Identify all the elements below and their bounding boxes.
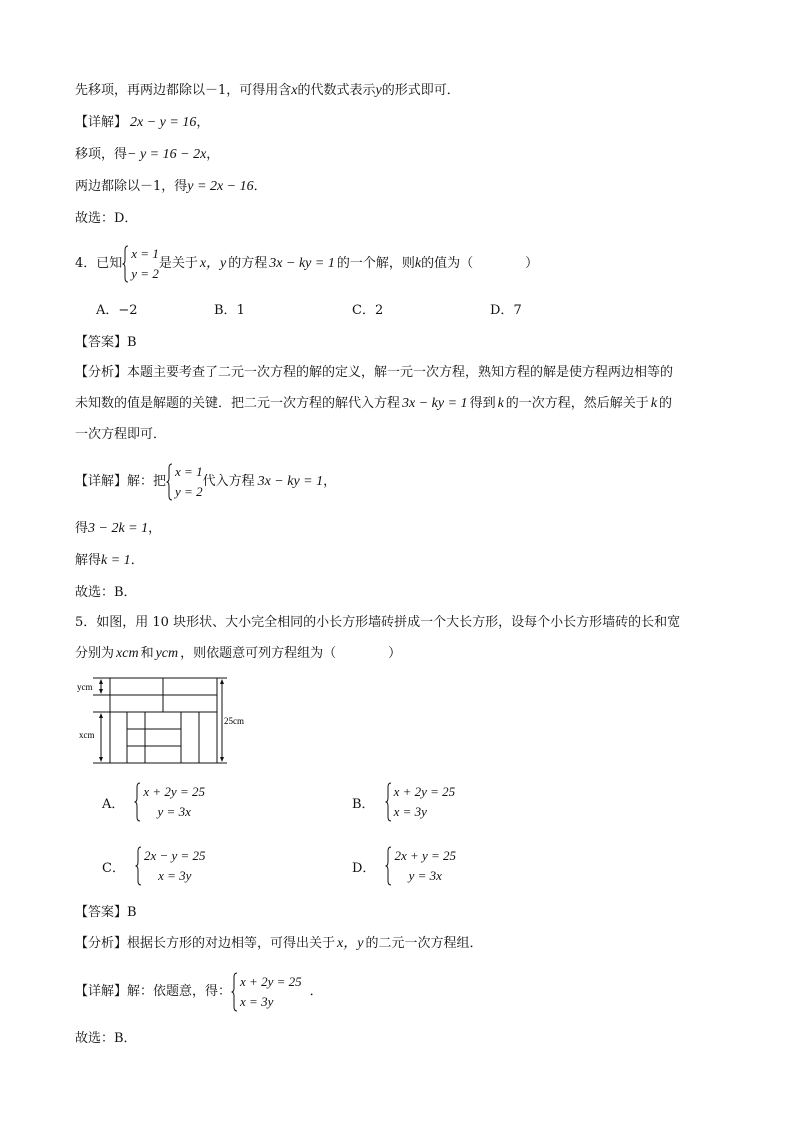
- system-eq: 2x − y = 25: [143, 848, 206, 863]
- analysis-text: 的一次方程，然后解关于: [505, 396, 649, 411]
- system-eq: y = 3x: [408, 868, 442, 883]
- stem-text: ，则依题意可列方程组为（ ）: [180, 646, 402, 661]
- brick-wall-figure: [75, 676, 245, 768]
- vars: x，y: [337, 936, 364, 951]
- option-b[interactable]: [214, 302, 245, 320]
- q4-analysis-1: [75, 364, 673, 382]
- q4-step1: [75, 520, 161, 538]
- comma: ，: [206, 147, 220, 162]
- q4-choose: 故选：B．: [75, 585, 137, 600]
- var-k: k: [497, 396, 504, 411]
- system-eq: x + 2y = 25: [143, 784, 205, 799]
- option-label: C．: [352, 303, 375, 318]
- option-c[interactable]: [352, 302, 383, 320]
- q4-step2: [75, 552, 144, 570]
- intro-text-1: 先移项，再两边都除以－1，可得用含: [75, 83, 292, 98]
- q3-detail-line: [75, 114, 209, 132]
- option-label: D．: [352, 860, 376, 876]
- system-eq: x = 1: [131, 246, 159, 261]
- label-xcm: xcm: [79, 730, 95, 740]
- equation-system: [385, 782, 456, 822]
- option-d[interactable]: [490, 302, 522, 320]
- detail-text: 代入方程: [202, 474, 255, 489]
- system-eq: x = 3y: [393, 804, 427, 819]
- stem-text: 的一个解，则: [336, 256, 415, 271]
- equation-system: [135, 846, 206, 886]
- option-label: D．: [490, 303, 514, 318]
- equation: 3x − ky = 1: [402, 396, 468, 411]
- q3-step1: [75, 146, 219, 164]
- q5-answer: 【答案】B: [75, 905, 137, 920]
- option-label: B．: [214, 303, 237, 318]
- left-brace-icon: [134, 782, 141, 822]
- step-text: 解得: [75, 553, 102, 568]
- period: ．: [309, 984, 323, 999]
- equation-system: [231, 972, 302, 1012]
- option-c[interactable]: [102, 846, 206, 886]
- analysis-text: 的: [659, 396, 673, 411]
- option-value: 1: [236, 303, 245, 318]
- q4-detail: [75, 462, 336, 502]
- system-eq: x + 2y = 25: [240, 974, 302, 989]
- q5-stem-2: [75, 645, 401, 663]
- question-number: 4．已知: [75, 256, 123, 271]
- left-brace-icon: [122, 244, 129, 284]
- intro-text-3: 的形式即可．: [381, 83, 460, 98]
- option-a[interactable]: [102, 782, 205, 822]
- equation-system: [134, 782, 205, 822]
- intro-text-2: 的代数式表示: [297, 83, 376, 98]
- var-xcm: xcm: [116, 646, 139, 661]
- equation: k = 1: [101, 553, 131, 568]
- q3-choose: 故选：D．: [75, 211, 138, 226]
- q4-stem: [75, 244, 538, 284]
- comma: ，: [196, 115, 210, 130]
- intro-line: [75, 82, 460, 100]
- option-label: A．: [96, 303, 119, 318]
- option-label: B．: [352, 796, 375, 812]
- equation-system: [166, 462, 203, 502]
- system-eq: x = 1: [175, 464, 203, 479]
- q4-answer: 【答案】B: [75, 335, 137, 350]
- equation: 3x − ky = 1: [257, 474, 324, 489]
- option-label: C．: [102, 860, 125, 876]
- comma: ，: [323, 474, 337, 489]
- period: ．: [253, 179, 267, 194]
- comma: ，: [148, 521, 162, 536]
- label-25cm: 25cm: [224, 716, 244, 726]
- step-text: 移项，得: [75, 147, 128, 162]
- detail-tag: 【详解】: [75, 984, 128, 999]
- left-brace-icon: [385, 782, 392, 822]
- q5-analysis: [75, 935, 482, 953]
- option-value: 7: [513, 303, 522, 318]
- equation: − y = 16 − 2x: [127, 147, 207, 162]
- system-eq: x + 2y = 25: [393, 784, 456, 799]
- analysis-text: 本题主要考查了二元一次方程的解的定义，解一元一次方程，熟知方程的解是使方程两边相等的: [127, 365, 674, 380]
- var-k: k: [414, 256, 422, 271]
- equation-system: [122, 244, 159, 284]
- detail-text: 解：把: [127, 474, 167, 489]
- var-x: x: [291, 83, 298, 98]
- stem-text: 分别为: [75, 646, 115, 661]
- step-text: 两边都除以－1，得: [75, 179, 188, 194]
- detail-tag: 【详解】: [75, 474, 128, 489]
- equation: y = 2x − 16: [187, 179, 254, 194]
- system-eq: x = 3y: [158, 868, 192, 883]
- option-value: −2: [118, 303, 138, 318]
- option-value: 2: [374, 303, 384, 318]
- vars: x，y: [199, 256, 227, 271]
- detail-tag: 【详解】: [75, 115, 128, 130]
- system-eq: x = 3y: [240, 994, 274, 1009]
- period: ．: [130, 553, 144, 568]
- q3-step2: [75, 178, 267, 196]
- system-eq: y = 3x: [157, 804, 191, 819]
- analysis-text: 的二元一次方程组．: [365, 936, 483, 951]
- analysis-text: 根据长方形的对边相等，可得出关于: [127, 936, 336, 951]
- system-eq: 2x + y = 25: [394, 848, 457, 863]
- left-brace-icon: [231, 972, 238, 1012]
- analysis-tag: 【分析】: [75, 365, 128, 380]
- equation: 3x − ky = 1: [269, 256, 335, 271]
- analysis-tag: 【分析】: [75, 936, 128, 951]
- var-k: k: [650, 396, 658, 411]
- var-ycm: ycm: [155, 646, 179, 661]
- label-ycm: ycm: [77, 682, 93, 692]
- step-text: 得: [75, 521, 89, 536]
- var-y: y: [375, 83, 382, 98]
- option-d[interactable]: [352, 846, 456, 886]
- q5-stem-1: 5．如图，用 10 块形状、大小完全相同的小长方形墙砖拼成一个大长方形，设每个小长方形墙砖的长和宽: [75, 615, 681, 630]
- stem-text: 是关于: [158, 256, 198, 271]
- left-brace-icon: [135, 846, 142, 886]
- option-a[interactable]: [96, 302, 138, 320]
- option-b[interactable]: [352, 782, 455, 822]
- option-label: A．: [102, 796, 125, 812]
- left-brace-icon: [166, 462, 173, 502]
- q5-choose: 故选：B．: [75, 1031, 137, 1046]
- system-eq: y = 2: [175, 484, 203, 499]
- q4-analysis-2: [75, 395, 672, 413]
- detail-text: 解：依题意，得：: [127, 984, 232, 999]
- system-eq: y = 2: [131, 266, 159, 281]
- analysis-text: 得到: [469, 396, 496, 411]
- equation-system: [385, 846, 456, 886]
- equation: 3 − 2k = 1: [88, 521, 149, 536]
- stem-text: 和: [140, 646, 154, 661]
- equation: 2x − y = 16: [130, 115, 197, 130]
- q5-detail: [75, 972, 323, 1012]
- analysis-text: 未知数的值是解题的关键．把二元一次方程的解代入方程: [75, 396, 401, 411]
- stem-text: 的值为（ ）: [421, 256, 539, 271]
- q4-analysis-3: 一次方程即可．: [75, 427, 167, 442]
- left-brace-icon: [385, 846, 392, 886]
- stem-text: 的方程: [228, 256, 268, 271]
